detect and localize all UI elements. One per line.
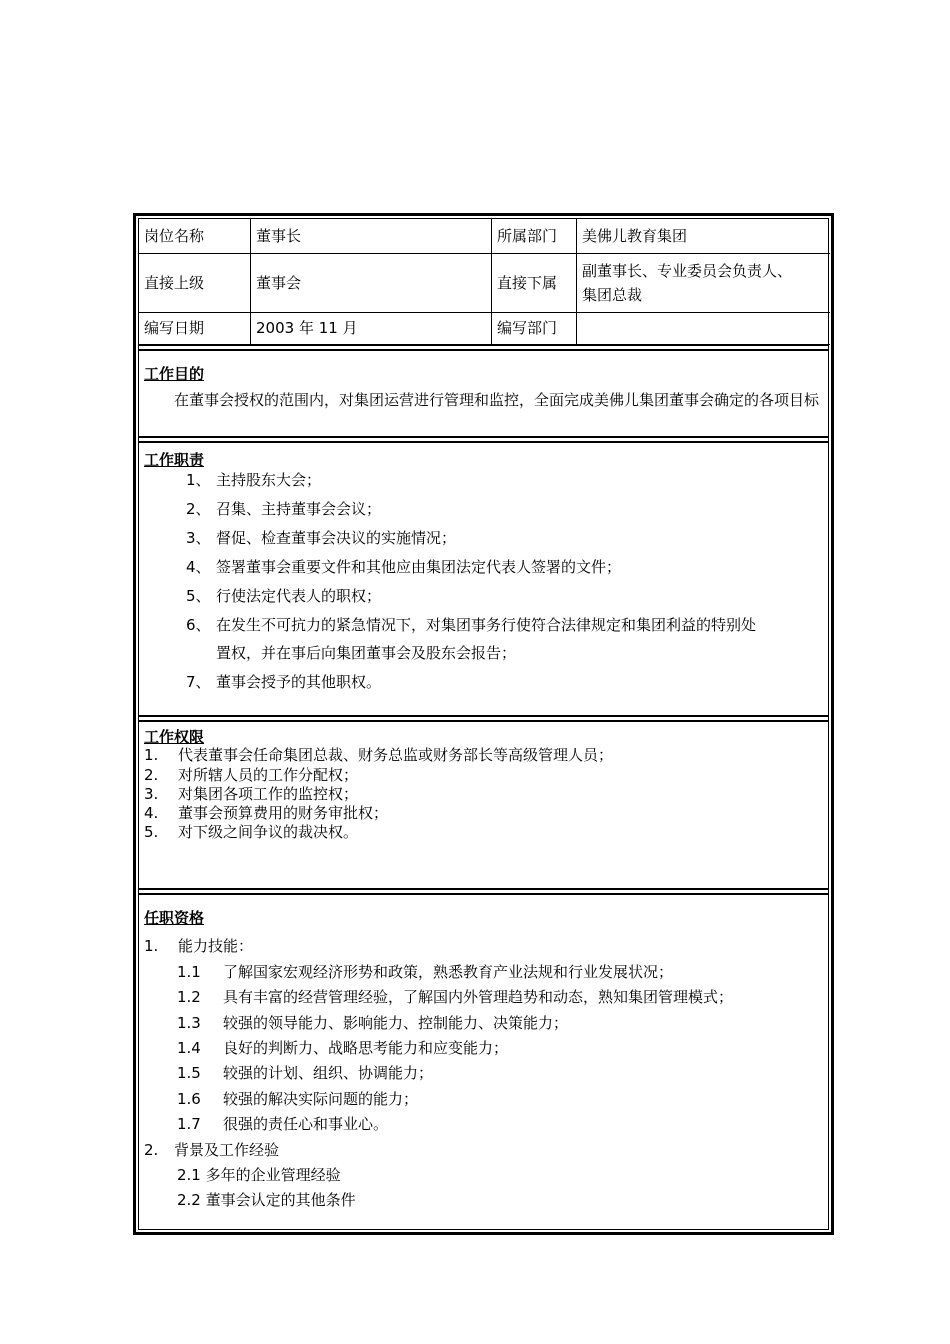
value-position-name: 董事长 [251, 219, 492, 253]
duty-item: 7、 董事会授予的其他职权。 [186, 673, 382, 691]
duty-item: 6、 在发生不可抗力的紧急情况下，对集团事务行使符合法律规定和集团利益的特别处 [186, 616, 757, 634]
qualification-group: 1. 能力技能： [144, 937, 254, 955]
authority-title: 工作权限 [144, 728, 205, 746]
subordinates-line-2: 集团总裁 [582, 285, 643, 304]
qualification-subitem: 1.4 良好的判断力、战略思考能力和应变能力； [177, 1039, 509, 1057]
label-direct-subordinates: 直接下属 [492, 253, 577, 312]
job-description-form [133, 213, 834, 1235]
authority-item: 2. 对所辖人员的工作分配权； [144, 766, 359, 784]
value-direct-superior: 董事会 [251, 253, 492, 312]
label-prepared-department: 编写部门 [492, 312, 577, 344]
value-prepared-department [577, 312, 831, 344]
qualification-subitem: 1.1 了解国家宏观经济形势和政策，熟悉教育产业法规和行业发展状况； [177, 963, 674, 981]
section-divider [139, 436, 828, 443]
duty-item: 3、 督促、检查董事会决议的实施情况； [186, 529, 457, 547]
section-divider [139, 344, 828, 351]
header-row [139, 219, 830, 253]
value-direct-subordinates [577, 253, 831, 312]
section-divider [139, 715, 828, 722]
qualification-subitem: 1.3 较强的领导能力、影响能力、控制能力、决策能力； [177, 1014, 569, 1032]
label-direct-superior: 直接上级 [139, 253, 251, 312]
duty-item: 1、 主持股东大会； [186, 471, 322, 489]
qualification-subitem: 1.7 很强的责任心和事业心。 [177, 1115, 389, 1133]
form-inner-border [138, 218, 829, 1230]
qualification-subitem: 2.1 多年的企业管理经验 [177, 1166, 341, 1184]
qualification-group: 2. 背景及工作经验 [144, 1141, 280, 1159]
authority-item: 3. 对集团各项工作的监控权； [144, 785, 359, 803]
authority-item: 5. 对下级之间争议的裁决权。 [144, 823, 359, 841]
subordinates-line-1: 副董事长、专业委员会负责人、 [582, 261, 793, 280]
qualifications-title: 任职资格 [144, 909, 205, 927]
duties-title: 工作职责 [144, 451, 205, 469]
duty-item-continuation: 置权，并在事后向集团董事会及股东会报告； [216, 644, 517, 662]
label-department: 所属部门 [492, 219, 577, 253]
duty-item: 4、 签署董事会重要文件和其他应由集团法定代表人签署的文件； [186, 558, 622, 576]
label-position-name: 岗位名称 [139, 219, 251, 253]
qualification-subitem: 2.2 董事会认定的其他条件 [177, 1191, 356, 1209]
header-table [139, 219, 830, 345]
value-department: 美佛儿教育集团 [577, 219, 831, 253]
qualification-subitem: 1.5 较强的计划、组织、协调能力； [177, 1064, 434, 1082]
value-prepared-date: 2003 年 11 月 [251, 312, 492, 344]
qualification-subitem: 1.2 具有丰富的经营管理经验，了解国内外管理趋势和动态，熟知集团管理模式； [177, 988, 734, 1006]
section-divider [139, 888, 828, 895]
header-row [139, 253, 830, 312]
qualification-subitem: 1.6 较强的解决实际问题的能力； [177, 1090, 419, 1108]
duty-item: 5、 行使法定代表人的职权； [186, 587, 382, 605]
purpose-title: 工作目的 [144, 365, 205, 383]
duty-item: 2、 召集、主持董事会会议； [186, 500, 382, 518]
authority-item: 1. 代表董事会任命集团总裁、财务总监或财务部长等高级管理人员； [144, 746, 614, 764]
label-prepared-date: 编写日期 [139, 312, 251, 344]
header-row [139, 312, 830, 344]
authority-item: 4. 董事会预算费用的财务审批权； [144, 804, 389, 822]
purpose-text: 在董事会授权的范围内，对集团运营进行管理和监控，全面完成美佛儿集团董事会确定的各项目标 [174, 391, 820, 409]
